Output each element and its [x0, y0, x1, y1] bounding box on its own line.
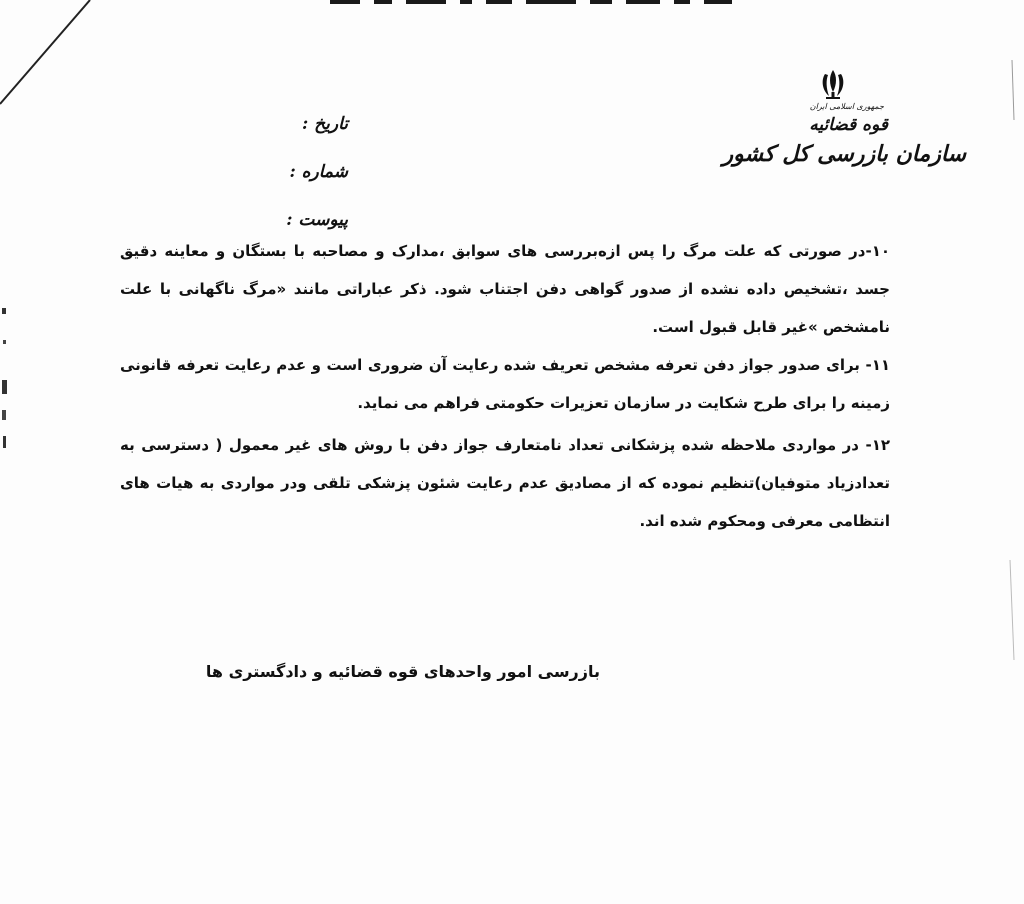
number-label: شماره : — [289, 162, 348, 182]
emblem-icon — [815, 66, 851, 102]
header-fields — [248, 100, 348, 244]
paragraph-item-11: ۱۱- برای صدور جواز دفن تعرفه مشخص تعریف شده رعایت آن ضروری است و عدم رعایت تعرفه قانونی زمینه را برای طرح شکایت در سازمان تعزیرات حکومتی فراهم می نماید. — [120, 356, 890, 412]
date-label: تاریخ : — [301, 114, 348, 134]
letterhead — [722, 66, 966, 167]
paragraph-item-12: ۱۲- در مواردی ملاحظه شده پزشکانی تعداد نامتعارف جواز دفن با روش های غیر معمول ( دسترسی به تعدادزیاد متوفیان)تنظیم نموده که از مصادیق عدم رعایت شئون پزشکی تلقی ودر مواردی به هیات های انتظامی معرفی ومحکوم شده اند. — [120, 436, 890, 530]
judiciary-name: قوه قضائیه — [809, 115, 888, 135]
organization-name: سازمان بازرسی کل کشور — [722, 141, 966, 167]
signature-block: بازرسی امور واحدهای قوه قضائیه و دادگستری ها — [205, 662, 600, 681]
paragraph-item-10: ۱۰-در صورتی که علت مرگ را پس ازه‌بررسی های سوابق ،مدارک و مصاحبه با بستگان و معاینه دقیق جسد ،تشخیص داده نشده از صدور گواهی دفن اجتناب شود. ذکر عباراتی مانند «مرگ ناگهانی با علت نامشخص »غیر قابل قبول است. — [120, 242, 890, 336]
republic-name: جمهوری اسلامی ایران — [809, 102, 884, 111]
left-margin-marks — [0, 300, 14, 460]
attachment-label: پیوست : — [286, 210, 348, 230]
cropped-top-text — [330, 0, 790, 6]
letter-body — [120, 232, 890, 540]
